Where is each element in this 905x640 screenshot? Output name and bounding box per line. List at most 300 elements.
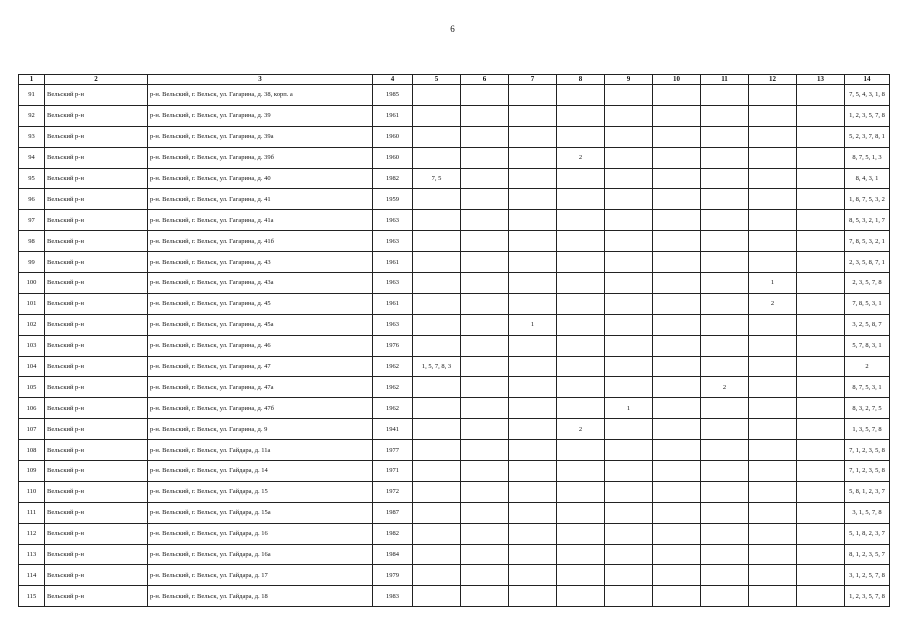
table-cell-col-2: Вельский р-н	[45, 273, 148, 294]
table-cell-col-13	[797, 85, 845, 106]
table-cell-col-2: Вельский р-н	[45, 335, 148, 356]
table-row	[19, 105, 890, 126]
table-cell-col-2: Вельский р-н	[45, 210, 148, 231]
table-cell-col-7	[509, 481, 557, 502]
table-cell-col-8	[557, 356, 605, 377]
column-header-14: 14	[845, 75, 890, 85]
table-cell-col-4: 1959	[373, 189, 413, 210]
table-cell-col-14: 2, 3, 5, 7, 8	[845, 273, 890, 294]
table-row	[19, 314, 890, 335]
table-cell-col-10	[653, 481, 701, 502]
table-cell-col-4: 1972	[373, 481, 413, 502]
table-cell-col-11	[701, 586, 749, 607]
table-cell-col-12	[749, 85, 797, 106]
table-cell-col-8	[557, 335, 605, 356]
table-cell-col-3: р-н. Вельский, г. Вельск, ул. Гагарина, д. 47а	[148, 377, 373, 398]
table-cell-col-3: р-н. Вельский, г. Вельск, ул. Гагарина, д. 40	[148, 168, 373, 189]
table-cell-col-10	[653, 168, 701, 189]
table-cell-col-13	[797, 377, 845, 398]
table-cell-col-10	[653, 440, 701, 461]
table-cell-col-5	[413, 440, 461, 461]
table-cell-col-14: 8, 3, 2, 7, 5	[845, 398, 890, 419]
table-cell-col-3: р-н. Вельский, г. Вельск, ул. Гагарина, д. 45	[148, 293, 373, 314]
table-cell-col-2: Вельский р-н	[45, 481, 148, 502]
table-cell-col-2: Вельский р-н	[45, 461, 148, 482]
table-cell-col-9	[605, 565, 653, 586]
table-cell-col-5	[413, 231, 461, 252]
table-cell-col-7	[509, 252, 557, 273]
table-cell-col-3: р-н. Вельский, г. Вельск, ул. Гагарина, д. 41а	[148, 210, 373, 231]
table-cell-col-4: 1977	[373, 440, 413, 461]
table-cell-col-13	[797, 544, 845, 565]
table-cell-col-5	[413, 377, 461, 398]
table-cell-col-5	[413, 126, 461, 147]
table-cell-col-3: р-н. Вельский, г. Вельск, ул. Гагарина, д. 9	[148, 419, 373, 440]
table-row	[19, 356, 890, 377]
table-cell-col-4: 1961	[373, 293, 413, 314]
table-cell-col-14: 2	[845, 356, 890, 377]
table-cell-col-11	[701, 440, 749, 461]
table-cell-col-7	[509, 461, 557, 482]
table-cell-col-13	[797, 440, 845, 461]
table-row	[19, 377, 890, 398]
table-cell-col-5	[413, 544, 461, 565]
table-cell-col-7	[509, 377, 557, 398]
table-row	[19, 210, 890, 231]
table-cell-col-7	[509, 523, 557, 544]
table-cell-col-4: 1984	[373, 544, 413, 565]
column-header-1: 1	[19, 75, 45, 85]
table-cell-col-7	[509, 565, 557, 586]
table-cell-col-4: 1983	[373, 586, 413, 607]
data-table	[18, 74, 890, 607]
table-cell-col-14: 1, 2, 3, 5, 7, 8	[845, 105, 890, 126]
table-cell-col-12	[749, 544, 797, 565]
table-cell-col-11	[701, 105, 749, 126]
table-cell-col-12	[749, 126, 797, 147]
table-cell-col-13	[797, 189, 845, 210]
table-cell-col-9	[605, 105, 653, 126]
table-cell-col-2: Вельский р-н	[45, 356, 148, 377]
table-cell-col-12	[749, 189, 797, 210]
table-cell-col-3: р-н. Вельский, г. Вельск, ул. Гагарина, д. 43	[148, 252, 373, 273]
table-cell-col-1: 92	[19, 105, 45, 126]
table-cell-col-9	[605, 147, 653, 168]
table-cell-col-8	[557, 523, 605, 544]
table-cell-col-13	[797, 335, 845, 356]
table-cell-col-12	[749, 335, 797, 356]
table-cell-col-3: р-н. Вельский, г. Вельск, ул. Гагарина, д. 39а	[148, 126, 373, 147]
table-cell-col-9	[605, 335, 653, 356]
table-cell-col-14: 5, 7, 8, 3, 1	[845, 335, 890, 356]
table-cell-col-6	[461, 147, 509, 168]
table-cell-col-11	[701, 356, 749, 377]
table-cell-col-2: Вельский р-н	[45, 231, 148, 252]
table-cell-col-9	[605, 586, 653, 607]
table-cell-col-13	[797, 293, 845, 314]
table-cell-col-1: 93	[19, 126, 45, 147]
table-cell-col-1: 96	[19, 189, 45, 210]
table-cell-col-1: 109	[19, 461, 45, 482]
table-cell-col-5	[413, 273, 461, 294]
table-cell-col-12	[749, 586, 797, 607]
table-cell-col-8	[557, 168, 605, 189]
table-cell-col-4: 1963	[373, 314, 413, 335]
table-cell-col-13	[797, 586, 845, 607]
table-cell-col-13	[797, 105, 845, 126]
table-cell-col-4: 1982	[373, 168, 413, 189]
table-cell-col-2: Вельский р-н	[45, 147, 148, 168]
column-header-9: 9	[605, 75, 653, 85]
table-cell-col-1: 104	[19, 356, 45, 377]
table-cell-col-2: Вельский р-н	[45, 189, 148, 210]
table-cell-col-12	[749, 314, 797, 335]
table-cell-col-2: Вельский р-н	[45, 85, 148, 106]
table-cell-col-10	[653, 586, 701, 607]
table-row	[19, 189, 890, 210]
table-cell-col-9	[605, 252, 653, 273]
table-cell-col-3: р-н. Вельский, г. Вельск, ул. Гагарина, д. 46	[148, 335, 373, 356]
table-cell-col-14: 7, 8, 5, 3, 2, 1	[845, 231, 890, 252]
table-cell-col-13	[797, 356, 845, 377]
table-cell-col-8	[557, 398, 605, 419]
table-cell-col-7	[509, 168, 557, 189]
table-cell-col-1: 105	[19, 377, 45, 398]
table-cell-col-6	[461, 544, 509, 565]
table-cell-col-8	[557, 126, 605, 147]
table-cell-col-3: р-н. Вельский, г. Вельск, ул. Гагарина, д. 47	[148, 356, 373, 377]
table-cell-col-11	[701, 398, 749, 419]
table-row	[19, 168, 890, 189]
table-cell-col-4: 1960	[373, 147, 413, 168]
table-cell-col-6	[461, 314, 509, 335]
table-cell-col-14: 7, 1, 2, 3, 5, 8	[845, 440, 890, 461]
table-row	[19, 126, 890, 147]
table-cell-col-11	[701, 189, 749, 210]
table-cell-col-2: Вельский р-н	[45, 544, 148, 565]
table-row	[19, 544, 890, 565]
table-cell-col-2: Вельский р-н	[45, 523, 148, 544]
table-cell-col-12: 2	[749, 293, 797, 314]
table-cell-col-2: Вельский р-н	[45, 586, 148, 607]
table-cell-col-11: 2	[701, 377, 749, 398]
table-cell-col-12	[749, 168, 797, 189]
column-header-4: 4	[373, 75, 413, 85]
table-cell-col-5: 7, 5	[413, 168, 461, 189]
table-cell-col-9	[605, 210, 653, 231]
table-cell-col-10	[653, 523, 701, 544]
table-cell-col-5	[413, 85, 461, 106]
table-cell-col-12	[749, 502, 797, 523]
table-cell-col-4: 1962	[373, 398, 413, 419]
table-cell-col-11	[701, 335, 749, 356]
table-cell-col-13	[797, 273, 845, 294]
table-cell-col-10	[653, 377, 701, 398]
table-cell-col-9	[605, 544, 653, 565]
table-cell-col-6	[461, 85, 509, 106]
table-cell-col-9	[605, 523, 653, 544]
table-cell-col-1: 102	[19, 314, 45, 335]
table-cell-col-12	[749, 440, 797, 461]
column-header-12: 12	[749, 75, 797, 85]
table-cell-col-12	[749, 105, 797, 126]
table-cell-col-7	[509, 273, 557, 294]
table-cell-col-8	[557, 377, 605, 398]
table-cell-col-10	[653, 565, 701, 586]
table-cell-col-11	[701, 147, 749, 168]
table-cell-col-14: 5, 1, 8, 2, 3, 7	[845, 523, 890, 544]
table-cell-col-3: р-н. Вельский, г. Вельск, ул. Гагарина, д. 41б	[148, 231, 373, 252]
table-cell-col-7	[509, 335, 557, 356]
table-cell-col-12: 1	[749, 273, 797, 294]
table-cell-col-5	[413, 210, 461, 231]
table-cell-col-9	[605, 502, 653, 523]
table-cell-col-8	[557, 314, 605, 335]
table-cell-col-14: 8, 5, 3, 2, 1, 7	[845, 210, 890, 231]
table-cell-col-3: р-н. Вельский, г. Вельск, ул. Гагарина, д. 41	[148, 189, 373, 210]
table-cell-col-1: 108	[19, 440, 45, 461]
table-cell-col-3: р-н. Вельский, г. Вельск, ул. Гайдара, д. 16а	[148, 544, 373, 565]
table-cell-col-10	[653, 314, 701, 335]
table-cell-col-14: 8, 1, 2, 3, 5, 7	[845, 544, 890, 565]
table-cell-col-2: Вельский р-н	[45, 565, 148, 586]
table-cell-col-7	[509, 544, 557, 565]
header-row	[19, 75, 890, 85]
column-header-11: 11	[701, 75, 749, 85]
table-cell-col-9	[605, 273, 653, 294]
table-cell-col-1: 115	[19, 586, 45, 607]
table-cell-col-4: 1979	[373, 565, 413, 586]
table-cell-col-10	[653, 419, 701, 440]
table-cell-col-14: 5, 8, 1, 2, 3, 7	[845, 481, 890, 502]
table-cell-col-13	[797, 147, 845, 168]
table-cell-col-6	[461, 440, 509, 461]
table-row	[19, 85, 890, 106]
column-header-5: 5	[413, 75, 461, 85]
table-row	[19, 502, 890, 523]
table-cell-col-11	[701, 314, 749, 335]
table-cell-col-10	[653, 105, 701, 126]
table-cell-col-9	[605, 231, 653, 252]
table-cell-col-7	[509, 105, 557, 126]
table-cell-col-11	[701, 565, 749, 586]
table-cell-col-5	[413, 105, 461, 126]
table-cell-col-9	[605, 461, 653, 482]
table-cell-col-11	[701, 523, 749, 544]
table-cell-col-5	[413, 293, 461, 314]
table-row	[19, 481, 890, 502]
table-cell-col-14: 7, 5, 4, 3, 1, 8	[845, 85, 890, 106]
table-cell-col-6	[461, 273, 509, 294]
table-row	[19, 147, 890, 168]
table-cell-col-5	[413, 335, 461, 356]
table-cell-col-1: 113	[19, 544, 45, 565]
table-cell-col-3: р-н. Вельский, г. Вельск, ул. Гайдара, д. 15	[148, 481, 373, 502]
table-cell-col-5	[413, 252, 461, 273]
table-cell-col-7: 1	[509, 314, 557, 335]
table-cell-col-4: 1971	[373, 461, 413, 482]
table-row	[19, 586, 890, 607]
table-cell-col-5	[413, 189, 461, 210]
table-cell-col-1: 110	[19, 481, 45, 502]
table-cell-col-10	[653, 210, 701, 231]
table-cell-col-6	[461, 293, 509, 314]
table-cell-col-14: 7, 1, 2, 3, 5, 8	[845, 461, 890, 482]
table-cell-col-6	[461, 356, 509, 377]
table-cell-col-8	[557, 565, 605, 586]
table-cell-col-4: 1987	[373, 502, 413, 523]
table-cell-col-11	[701, 126, 749, 147]
table-cell-col-7	[509, 398, 557, 419]
page-number: 6	[450, 24, 455, 34]
table-cell-col-7	[509, 85, 557, 106]
table-cell-col-1: 91	[19, 85, 45, 106]
table-cell-col-5	[413, 419, 461, 440]
table-cell-col-10	[653, 293, 701, 314]
table-cell-col-14: 1, 8, 7, 5, 3, 2	[845, 189, 890, 210]
table-cell-col-4: 1960	[373, 126, 413, 147]
table-cell-col-13	[797, 314, 845, 335]
table-cell-col-14: 2, 3, 5, 8, 7, 1	[845, 252, 890, 273]
table-cell-col-12	[749, 231, 797, 252]
table-cell-col-6	[461, 335, 509, 356]
table-cell-col-11	[701, 544, 749, 565]
table-cell-col-7	[509, 147, 557, 168]
table-cell-col-8	[557, 252, 605, 273]
table-cell-col-14: 8, 4, 3, 1	[845, 168, 890, 189]
table-cell-col-12	[749, 398, 797, 419]
table-row	[19, 252, 890, 273]
table-cell-col-9	[605, 293, 653, 314]
table-cell-col-8	[557, 189, 605, 210]
table-cell-col-7	[509, 440, 557, 461]
table-cell-col-8	[557, 293, 605, 314]
table-cell-col-3: р-н. Вельский, г. Вельск, ул. Гайдара, д. 18	[148, 586, 373, 607]
table-cell-col-7	[509, 231, 557, 252]
table-cell-col-5	[413, 147, 461, 168]
column-header-7: 7	[509, 75, 557, 85]
table-cell-col-5	[413, 481, 461, 502]
table-body	[19, 85, 890, 607]
table-cell-col-10	[653, 461, 701, 482]
table-cell-col-9	[605, 356, 653, 377]
column-header-3: 3	[148, 75, 373, 85]
table-cell-col-6	[461, 502, 509, 523]
table-cell-col-1: 99	[19, 252, 45, 273]
table-row	[19, 293, 890, 314]
table-cell-col-9	[605, 126, 653, 147]
table-row	[19, 461, 890, 482]
column-header-13: 13	[797, 75, 845, 85]
table-row	[19, 440, 890, 461]
table-cell-col-14: 8, 7, 5, 1, 3	[845, 147, 890, 168]
table-cell-col-8	[557, 544, 605, 565]
table-cell-col-1: 107	[19, 419, 45, 440]
table-cell-col-12	[749, 481, 797, 502]
table-cell-col-7	[509, 419, 557, 440]
table-cell-col-1: 100	[19, 273, 45, 294]
table-cell-col-9	[605, 168, 653, 189]
table-cell-col-10	[653, 147, 701, 168]
table-cell-col-11	[701, 461, 749, 482]
table-cell-col-14: 8, 7, 5, 3, 1	[845, 377, 890, 398]
table-cell-col-13	[797, 461, 845, 482]
table-cell-col-4: 1962	[373, 377, 413, 398]
table-cell-col-5	[413, 502, 461, 523]
table-cell-col-1: 98	[19, 231, 45, 252]
table-cell-col-8	[557, 586, 605, 607]
table-cell-col-5	[413, 523, 461, 544]
table-cell-col-1: 97	[19, 210, 45, 231]
table-cell-col-8	[557, 481, 605, 502]
table-cell-col-8	[557, 231, 605, 252]
table-cell-col-4: 1982	[373, 523, 413, 544]
table-cell-col-9	[605, 85, 653, 106]
table-cell-col-13	[797, 398, 845, 419]
table-cell-col-7	[509, 502, 557, 523]
table-cell-col-1: 103	[19, 335, 45, 356]
table-cell-col-5	[413, 565, 461, 586]
table-cell-col-10	[653, 252, 701, 273]
table-cell-col-8	[557, 85, 605, 106]
table-cell-col-13	[797, 126, 845, 147]
table-cell-col-8	[557, 502, 605, 523]
table-cell-col-4: 1963	[373, 210, 413, 231]
table-row	[19, 419, 890, 440]
column-header-8: 8	[557, 75, 605, 85]
table-cell-col-2: Вельский р-н	[45, 440, 148, 461]
table-cell-col-3: р-н. Вельский, г. Вельск, ул. Гайдара, д. 17	[148, 565, 373, 586]
table-cell-col-11	[701, 273, 749, 294]
table-cell-col-4: 1941	[373, 419, 413, 440]
table-cell-col-3: р-н. Вельский, г. Вельск, ул. Гагарина, д. 47б	[148, 398, 373, 419]
table-cell-col-4: 1961	[373, 105, 413, 126]
table-cell-col-9	[605, 314, 653, 335]
table-cell-col-6	[461, 231, 509, 252]
table-cell-col-1: 95	[19, 168, 45, 189]
table-cell-col-6	[461, 189, 509, 210]
table-cell-col-2: Вельский р-н	[45, 168, 148, 189]
table-cell-col-6	[461, 377, 509, 398]
table-row	[19, 523, 890, 544]
table-cell-col-13	[797, 168, 845, 189]
table-cell-col-12	[749, 356, 797, 377]
table-cell-col-7	[509, 210, 557, 231]
table-cell-col-10	[653, 126, 701, 147]
table-cell-col-10	[653, 502, 701, 523]
table-cell-col-13	[797, 210, 845, 231]
table-cell-col-11	[701, 481, 749, 502]
table-cell-col-14: 1, 2, 3, 5, 7, 8	[845, 586, 890, 607]
table-cell-col-12	[749, 210, 797, 231]
table-cell-col-13	[797, 481, 845, 502]
table-cell-col-9: 1	[605, 398, 653, 419]
table-cell-col-6	[461, 523, 509, 544]
table-cell-col-13	[797, 231, 845, 252]
table-cell-col-6	[461, 168, 509, 189]
table-cell-col-4: 1963	[373, 231, 413, 252]
table-cell-col-6	[461, 586, 509, 607]
table-cell-col-7	[509, 586, 557, 607]
table-cell-col-11	[701, 502, 749, 523]
table-cell-col-10	[653, 85, 701, 106]
table-cell-col-9	[605, 419, 653, 440]
table-cell-col-13	[797, 565, 845, 586]
table-cell-col-3: р-н. Вельский, г. Вельск, ул. Гагарина, д. 43а	[148, 273, 373, 294]
table-cell-col-6	[461, 252, 509, 273]
table-cell-col-3: р-н. Вельский, г. Вельск, ул. Гайдара, д. 16	[148, 523, 373, 544]
table-row	[19, 335, 890, 356]
